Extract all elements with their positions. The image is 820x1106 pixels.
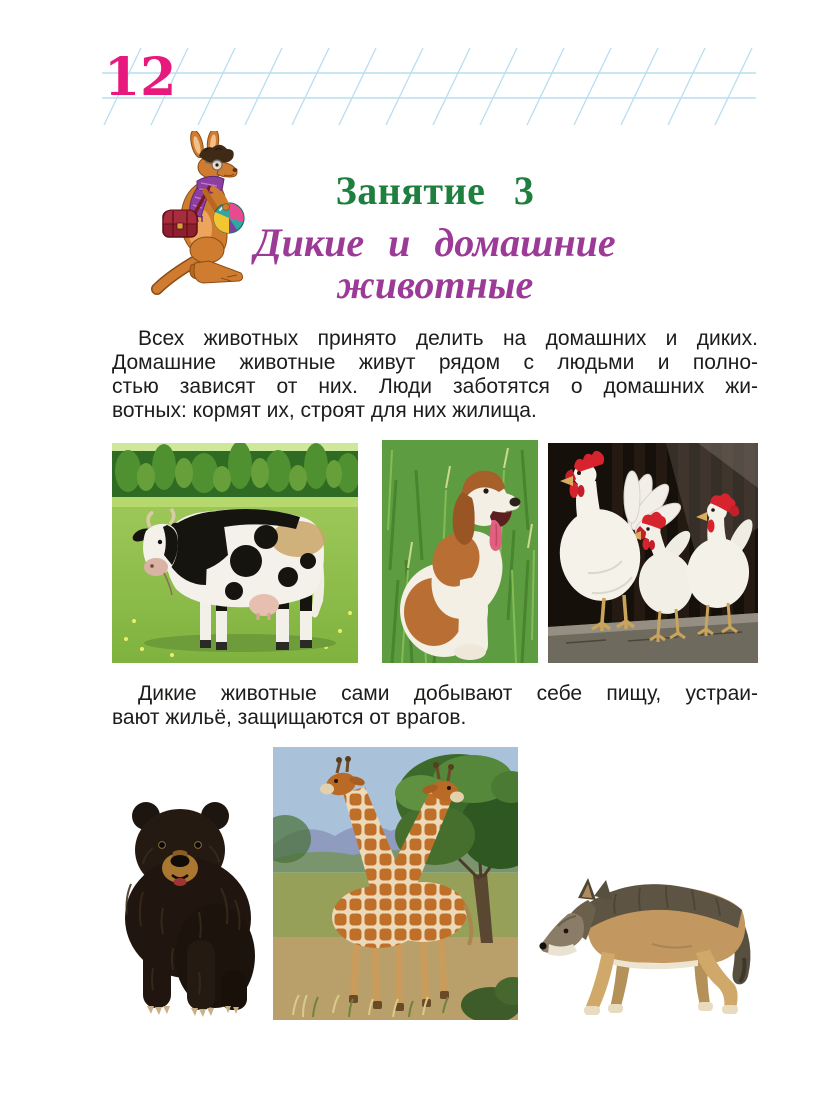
lesson-title: Занятие 3 — [335, 168, 535, 213]
giraffes-photo — [273, 747, 518, 1020]
photo-dog — [382, 440, 538, 663]
photo-wolf — [532, 852, 768, 1022]
photo-chickens — [548, 443, 758, 663]
dog-photo — [382, 440, 538, 663]
bear-photo — [103, 788, 258, 1017]
lesson-subtitle-line2: животные — [336, 262, 534, 307]
chickens-photo — [548, 443, 758, 663]
photo-cow — [112, 443, 358, 663]
paragraph-line: Всех животных принято делить на домашних и диких. — [138, 327, 758, 350]
paragraph-line: вают жильё, защищаются от врагов. — [112, 706, 467, 729]
paragraph-wild-animals — [112, 682, 758, 730]
page-number: 12 — [104, 47, 177, 108]
photo-bear — [103, 788, 258, 1017]
wolf-photo — [532, 852, 768, 1022]
paragraph-domestic-animals — [112, 327, 758, 423]
cow-photo — [112, 443, 358, 663]
paragraph-line: стью зависят от них. Люди заботятся о домашних жи- — [112, 375, 758, 398]
notebook-ruling — [98, 45, 760, 127]
kangaroo-mascot-icon — [147, 131, 265, 297]
paragraph-line: Домашние животные живут рядом с людьми и полно- — [112, 351, 758, 374]
paragraph-line: Дикие животные сами добывают себе пищу, устраи- — [138, 682, 758, 705]
photo-giraffes — [273, 747, 518, 1020]
paragraph-line: вотных: кормят их, строят для них жилища. — [112, 399, 537, 422]
lesson-subtitle-line1: Дикие и домашние — [254, 220, 616, 265]
